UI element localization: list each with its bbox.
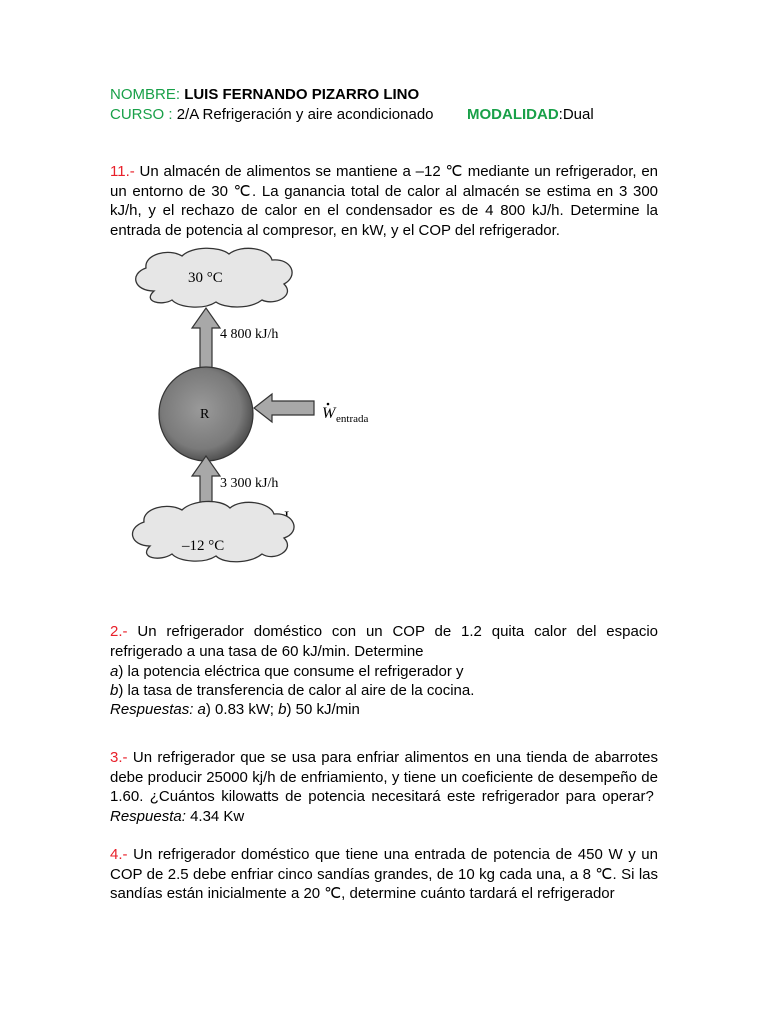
problem-number: 11.- — [110, 163, 135, 180]
answer-b: ) 50 kJ/min — [286, 701, 360, 718]
problem-11 — [110, 162, 658, 240]
work-input-arrow — [254, 394, 314, 422]
work-symbol: W — [322, 405, 336, 422]
part-b-text: ) la tasa de transferencia de calor al aire de la cocina. — [118, 682, 475, 699]
hot-reservoir-label: 30 °C — [188, 270, 223, 286]
part-a-text: ) la potencia eléctrica que consume el refrigerador y — [118, 663, 464, 680]
problem-2-part-a — [110, 662, 464, 681]
course-line — [110, 105, 434, 124]
work-dot — [327, 403, 330, 406]
problem-2-part-b — [110, 681, 474, 700]
answer-label: Respuesta: — [110, 807, 186, 825]
student-name-line — [110, 85, 419, 104]
curso-value: 2/A Refrigeración y aire acondicionado — [176, 106, 434, 123]
modalidad-line — [467, 105, 594, 124]
heat-absorbed-label: 3 300 kJ/h — [220, 476, 279, 491]
heat-rejected-label: 4 800 kJ/h — [220, 327, 279, 342]
problem-number: 4.- — [110, 846, 128, 863]
device-label: R — [200, 407, 210, 422]
curso-label: CURSO : — [110, 106, 173, 123]
problem-number: 2.- — [110, 623, 128, 640]
work-subscript: entrada — [336, 413, 369, 425]
problem-text: Un refrigerador doméstico con un COP de 1.2 quita calor del espacio refrigerado a una tasa de 60 kJ/min. Determine — [110, 623, 658, 660]
problem-text: Un almacén de alimentos se mantiene a –12 ℃ mediante un refrigerador, en un entorno de 30 ℃. La ganancia total de calor al almacén se estima en 3 300 kJ/h, y el rechazo de calor en el condensador es de 4 800 kJ/h. Determine la entrada de potencia al compresor, en kW, y el COP del refrigerador. — [110, 163, 659, 239]
problem-4 — [110, 845, 658, 904]
problem-text: Un refrigerador que se usa para enfriar alimentos en una tienda de abarrotes debe producir 25000 kj/h de enfriamiento, y tiene un coeficiente de desempeño de 1.60. ¿Cuántos kilowatts de potencia necesitará este refrigerador para operar? — [110, 749, 658, 805]
answers-label: Respuestas: a — [110, 701, 206, 718]
nombre-label: NOMBRE: — [110, 86, 181, 103]
answer-value: 4.34 Kw — [190, 807, 245, 825]
problem-text: Un refrigerador doméstico que tiene una entrada de potencia de 450 W y un COP de 2.5 debe enfriar cinco sandías grandes, de 10 kg cada una, a 8 ℃. Si las sandías están inicialmente a 20 ℃, determine cuánto tardará el refrigerador — [110, 846, 658, 902]
problem-number: 3.- — [110, 749, 128, 766]
refrigerator-diagram — [124, 246, 394, 576]
answer-b-letter: b — [278, 701, 287, 718]
nombre-value: LUIS FERNANDO PIZARRO LINO — [184, 86, 420, 103]
part-b-letter: b — [110, 682, 119, 699]
cold-reservoir-label: –12 °C — [182, 538, 225, 554]
heat-rejected-arrow — [192, 308, 220, 372]
problem-3 — [110, 748, 658, 826]
modalidad-value: :Dual — [558, 106, 594, 123]
problem-2 — [110, 622, 658, 661]
part-a-letter: a — [110, 663, 119, 680]
problem-2-answers — [110, 700, 360, 719]
modalidad-label: MODALIDAD — [467, 106, 559, 123]
answer-a: ) 0.83 kW; — [205, 701, 279, 718]
